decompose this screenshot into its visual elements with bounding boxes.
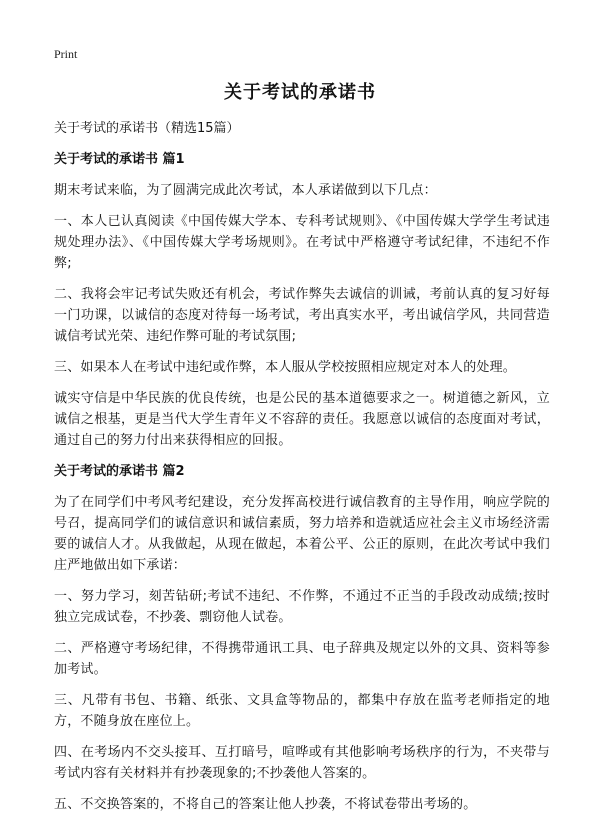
document-body (54, 118, 550, 825)
paragraph: 一、本人已认真阅读《中国传媒大学本、专科考试规则》、《中国传媒大学学生考试违规处理办法》、《中国传媒大学考场规则》。在考试中严格遵守考试纪律，不违纪不作弊; (54, 214, 550, 271)
document-title: 关于考试的承诺书 (224, 82, 376, 103)
document-subtitle: 关于考试的承诺书（精选15篇） (54, 121, 240, 136)
paragraph: 三、如果本人在考试中违纪或作弊，本人服从学校按照相应规定对本人的处理。 (54, 360, 517, 375)
section-heading: 关于考试的承诺书 篇1 (54, 152, 185, 167)
paragraph: 二、严格遵守考场纪律，不得携带通讯工具、电子辞典及规定以外的文具、资料等参加考试。 (54, 641, 550, 677)
paragraph: 五、不交换答案的，不将自己的答案让他人抄袭，不将试卷带出考场的。 (54, 797, 477, 812)
paragraph: 诚实守信是中华民族的优良传统，也是公民的基本道德要求之一。树道德之新风，立诚信之根基，更是当代大学生青年义不容辞的责任。我愿意以诚信的态度面对考试，通过自己的努力付出来获得相应的回报。 (54, 391, 550, 448)
paragraph: 期末考试来临，为了圆满完成此次考试，本人承诺做到以下几点： (54, 183, 437, 198)
section-heading: 关于考试的承诺书 篇2 (54, 464, 185, 479)
section-1 (54, 149, 550, 451)
paragraph: 为了在同学们中考风考纪建设，充分发挥高校进行诚信教育的主导作用，响应学院的号召，提高同学们的诚信意识和诚信素质，努力培养和造就适应社会主义市场经济需要的诚信人才。从我做起，从现在做起，本着公平、公正的原则，在此次考试中我们庄严地做出如下承诺： (54, 495, 550, 573)
paragraph: 三、凡带有书包、书籍、纸张、文具盒等物品的，都集中存放在监考老师指定的地方，不随身放在座位上。 (54, 693, 550, 729)
print-link[interactable]: Print (54, 47, 78, 61)
paragraph: 四、在考场内不交头接耳、互打暗号，喧哗或有其他影响考场秩序的行为，不夹带与考试内容有关材料并有抄袭现象的;不抄袭他人答案的。 (54, 745, 550, 781)
section-2 (54, 461, 550, 815)
paragraph: 一、努力学习，刻苦钻研;考试不违纪、不作弊，不通过不正当的手段改动成绩;按时独立完成试卷，不抄袭、剽窃他人试卷。 (54, 589, 550, 625)
paragraph: 二、我将会牢记考试失败还有机会，考试作弊失去诚信的训诫，考前认真的复习好每一门功课，以诚信的态度对待每一场考试，考出真实水平，考出诚信学风，共同营造诚信考试光荣、违纪作弊可耻的考试氛围; (54, 287, 550, 344)
